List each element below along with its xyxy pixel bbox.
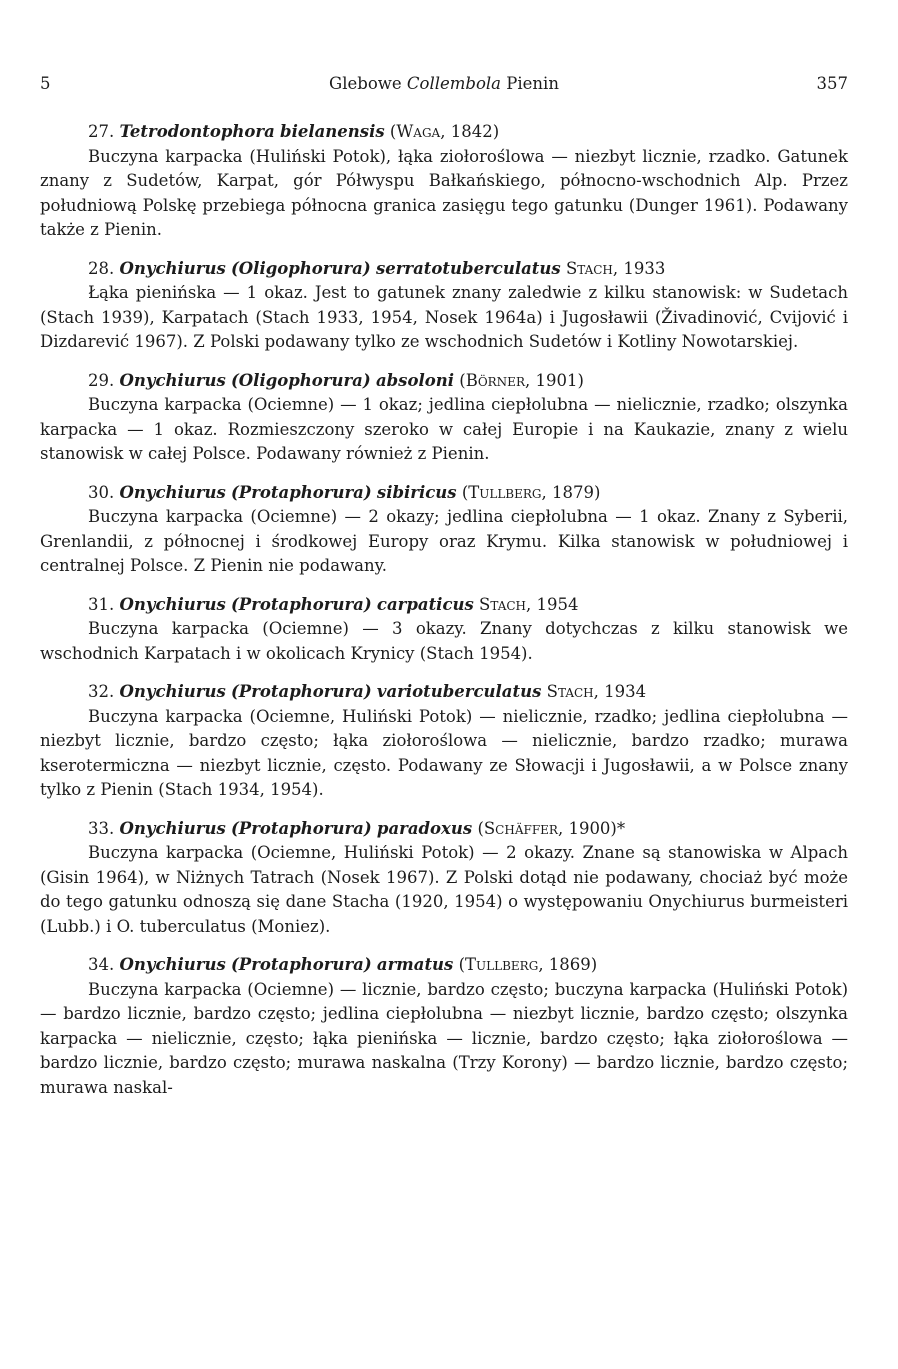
species-heading: 29. Onychiurus (Oligophorura) absoloni (Börner, 1901) bbox=[88, 370, 584, 390]
species-description: Buczyna karpacka (Ociemne) — 1 okaz; jedlina ciepłolubna — nielicznie, rzadko; olszynka karpacka — 1 okaz. Rozmieszczony szeroko w całej Europie i na Kaukazie, znany z wielu stanowisk w całej Polsce. Podawany również z Pienin. bbox=[40, 395, 848, 463]
species-description: Buczyna karpacka (Ociemne) — licznie, bardzo często; buczyna karpacka (Huliński Potok) — bardzo licznie, bardzo często; jedlina ciepłolubna — niezbyt licznie, bardzo często; olszynka karpacka — nielicznie, często; łąka pienińska — licznie, bardzo często; łąka ziołoroślowa — bardzo licznie, bardzo często; murawa naskalna (Trzy Korony) — bardzo licznie, bardzo często; murawa naskal- bbox=[40, 979, 848, 1097]
species-entry bbox=[40, 593, 848, 667]
species-entry bbox=[40, 369, 848, 467]
page-number: 357 bbox=[816, 74, 848, 93]
running-title: Glebowe Collembola Pienin bbox=[329, 74, 559, 93]
species-description: Buczyna karpacka (Ociemne, Huliński Potok) — nielicznie, rzadko; jedlina ciepłolubna — niezbyt licznie, bardzo często; łąka ziołoroślowa — nielicznie, bardzo rzadko; murawa kserotermiczna — niezbyt licznie, często. Podawany ze Słowacji i Jugosławii, a w Polsce znany tylko z Pienin (Stach 1934, 1954). bbox=[40, 706, 848, 799]
species-entry bbox=[40, 120, 848, 243]
section-number: 5 bbox=[40, 74, 51, 93]
species-heading: 34. Onychiurus (Protaphorura) armatus (Tullberg, 1869) bbox=[88, 955, 598, 974]
species-entry bbox=[40, 817, 848, 940]
running-title-italic: Collembola bbox=[406, 74, 502, 93]
species-heading: 33. Onychiurus (Protaphorura) paradoxus (Schäffer, 1900)* bbox=[88, 818, 626, 838]
species-description: Buczyna karpacka (Ociemne) — 2 okazy; jedlina ciepłolubna — 1 okaz. Znany z Syberii, Grenlandii, z północnej i środkowej Europy oraz Krymu. Kilka stanowisk w południowej i centralnej Polsce. Z Pienin nie podawany. bbox=[40, 507, 848, 575]
document-page bbox=[40, 70, 848, 1114]
species-heading: 30. Onychiurus (Protaphorura) sibiricus (Tullberg, 1879) bbox=[88, 482, 601, 502]
species-entry bbox=[40, 481, 848, 579]
species-list bbox=[40, 120, 848, 1100]
species-entry bbox=[40, 680, 848, 803]
species-heading: 28. Onychiurus (Oligophorura) serratotuberculatus Stach, 1933 bbox=[88, 258, 666, 278]
running-head bbox=[40, 70, 848, 98]
species-entry bbox=[40, 953, 848, 1100]
species-description: Łąka pienińska — 1 okaz. Jest to gatunek znany zaledwie z kilku stanowisk: w Sudetach (Stach 1939), Karpatach (Stach 1933, 1954, Nosek 1964a) i Jugosławii (Živadinović, Cvijović i Dizdarević 1967). Z Polski podawany tylko ze wschodnich Sudetów i Kotliny Nowotarskiej. bbox=[40, 283, 848, 351]
species-description: Buczyna karpacka (Huliński Potok), łąka ziołoroślowa — niezbyt licznie, rzadko. Gatunek znany z Sudetów, Karpat, gór Półwyspu Bałkańskiego, północno-wschodnich Alp. Przez południową Polskę przebiega północna granica zasięgu tego gatunku (Dunger 1961). Podawany także z Pienin. bbox=[40, 146, 848, 239]
species-heading: 27. Tetrodontophora bielanensis (Waga, 1842) bbox=[88, 122, 500, 141]
species-heading: 31. Onychiurus (Protaphorura) carpaticus Stach, 1954 bbox=[88, 594, 579, 614]
species-description: Buczyna karpacka (Ociemne) — 3 okazy. Znany dotychczas z kilku stanowisk we wschodnich Karpatach i w okolicach Krynicy (Stach 1954). bbox=[40, 619, 848, 663]
species-entry bbox=[40, 257, 848, 355]
species-heading: 32. Onychiurus (Protaphorura) variotuberculatus Stach, 1934 bbox=[88, 682, 647, 701]
species-description: Buczyna karpacka (Ociemne, Huliński Potok) — 2 okazy. Znane są stanowiska w Alpach (Gisin 1964), w Niżnych Tatrach (Nosek 1967). Z Polski dotąd nie podawany, chociaż być może do tego gatunku odnoszą się dane Stacha (1920, 1954) o występowaniu Onychiurus burmeisteri (Lubb.) i O. tuberculatus (Moniez). bbox=[40, 843, 848, 936]
